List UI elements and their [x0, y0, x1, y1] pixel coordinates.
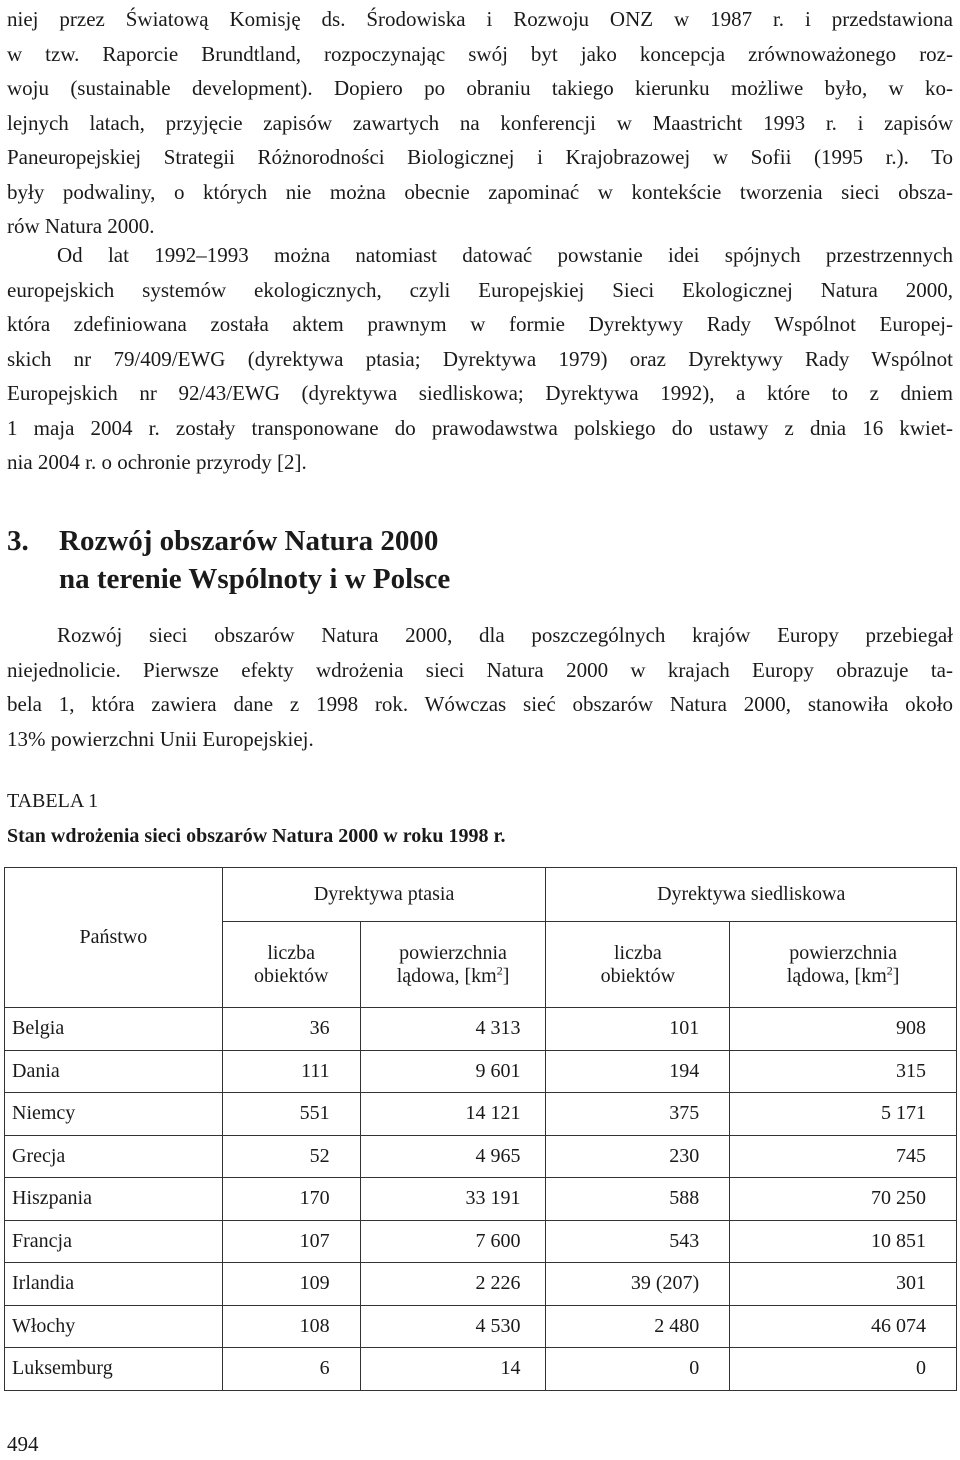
cell-country: Luksemburg [5, 1348, 223, 1391]
cell-value: 551 [222, 1093, 360, 1136]
table-row [5, 1263, 957, 1306]
cell-value: 170 [222, 1178, 360, 1221]
paragraph-intro [7, 2, 953, 244]
table-row [5, 1135, 957, 1178]
cell-value: 111 [222, 1050, 360, 1093]
text-line: Paneuropejskiej Strategii Różnorodności Biologicznej i Krajobrazowej w Sofii (1995 r.). To [7, 145, 953, 169]
text-line: nia 2004 r. o ochronie przyrody [2]. [7, 450, 307, 474]
cell-value: 14 121 [360, 1093, 546, 1136]
text-line: europejskich systemów ekologicznych, czyli Europejskiej Sieci Ekologicznej Natura 2000, [7, 277, 953, 302]
cell-value: 108 [222, 1305, 360, 1348]
header-area: powierzchnia lądowa, $[km^2]$ [360, 922, 546, 1008]
header-count: liczba obiektów [222, 922, 360, 1008]
section-number: 3. [7, 525, 29, 557]
section-title-line2: na terenie Wspólnoty i w Polsce [59, 563, 451, 595]
cell-value: 9 601 [360, 1050, 546, 1093]
cell-country: Francja [5, 1220, 223, 1263]
text-line: Od lat 1992–1993 można natomiast datować powstanie idei spójnych przestrzennych [57, 243, 953, 267]
cell-value: 10 851 [730, 1220, 957, 1263]
page-number: 494 [7, 1432, 39, 1456]
text-line: bela 1, która zawiera dane z 1998 rok. Wówczas sieć obszarów Natura 2000, stanowiła około [7, 692, 953, 716]
text-line: lejnych latach, przyjęcie zapisów zawartych na konferencji w Maastricht 1993 r. i zapisów [7, 110, 953, 135]
text-line: były podwaliny, o których nie można obecnie zapominać w kontekście tworzenia sieci obsza- [7, 179, 953, 204]
table-title: Stan wdrożenia sieci obszarów Natura 2000 w roku 1998 r. [7, 825, 506, 847]
table-row [5, 1008, 957, 1051]
cell-value: 52 [222, 1135, 360, 1178]
cell-value: 2 226 [360, 1263, 546, 1306]
cell-value: 230 [546, 1135, 730, 1178]
table-row [5, 1305, 957, 1348]
cell-country: Hiszpania [5, 1178, 223, 1221]
header-country: Państwo [5, 868, 223, 1008]
section-title-line1: Rozwój obszarów Natura 2000 [59, 525, 439, 557]
cell-value: 2 480 [546, 1305, 730, 1348]
cell-value: 4 313 [360, 1008, 546, 1051]
header-count: liczba obiektów [546, 922, 730, 1008]
text-line: skich nr 79/409/EWG (dyrektywa ptasia; Dyrektywa 1979) oraz Dyrektywy Rady Wspólnot [7, 346, 953, 371]
cell-value: 0 [546, 1348, 730, 1391]
cell-value: 301 [730, 1263, 957, 1306]
table-row [5, 1348, 957, 1391]
text-line: 1 maja 2004 r. zostały transponowane do prawodawstwa polskiego do ustawy z dnia 16 kwiet- [7, 415, 953, 440]
cell-value: 14 [360, 1348, 546, 1391]
table-row [5, 1093, 957, 1136]
cell-value: 315 [730, 1050, 957, 1093]
natura-table [4, 867, 957, 1391]
header-birds-directive: Dyrektywa ptasia [222, 868, 546, 922]
text-line: niejednolicie. Pierwsze efekty wdrożenia sieci Natura 2000 w krajach Europy obrazuje ta- [7, 657, 953, 682]
cell-country: Grecja [5, 1135, 223, 1178]
cell-value: 745 [730, 1135, 957, 1178]
text-line: w tzw. Raporcie Brundtland, rozpoczynając swój byt jako koncepcja zrównoważonego roz- [7, 41, 953, 66]
cell-value: 5 171 [730, 1093, 957, 1136]
cell-country: Belgia [5, 1008, 223, 1051]
cell-value: 375 [546, 1093, 730, 1136]
cell-value: 4 530 [360, 1305, 546, 1348]
text-line: rów Natura 2000. [7, 214, 155, 238]
cell-country: Dania [5, 1050, 223, 1093]
cell-value: 4 965 [360, 1135, 546, 1178]
cell-country: Włochy [5, 1305, 223, 1348]
paragraph-natura-origin [7, 238, 953, 480]
table-caption: TABELA 1 [7, 790, 99, 812]
header-area: powierzchnia lądowa, $[km^2]$ [730, 922, 957, 1008]
table-row [5, 1050, 957, 1093]
table-row [5, 1178, 957, 1221]
cell-country: Irlandia [5, 1263, 223, 1306]
cell-country: Niemcy [5, 1093, 223, 1136]
section-heading [7, 522, 450, 598]
paragraph-development [7, 618, 953, 756]
cell-value: 194 [546, 1050, 730, 1093]
cell-value: 6 [222, 1348, 360, 1391]
cell-value: 70 250 [730, 1178, 957, 1221]
cell-value: 908 [730, 1008, 957, 1051]
cell-value: 39 (207) [546, 1263, 730, 1306]
table-row [5, 1220, 957, 1263]
cell-value: 0 [730, 1348, 957, 1391]
cell-value: 109 [222, 1263, 360, 1306]
cell-value: 107 [222, 1220, 360, 1263]
text-line: Europejskich nr 92/43/EWG (dyrektywa siedliskowa; Dyrektywa 1992), a które to z dniem [7, 381, 953, 405]
cell-value: 36 [222, 1008, 360, 1051]
cell-value: 46 074 [730, 1305, 957, 1348]
text-line: 13% powierzchni Unii Europejskiej. [7, 726, 314, 751]
text-line: niej przez Światową Komisję ds. Środowiska i Rozwoju ONZ w 1987 r. i przedstawiona [7, 7, 953, 31]
cell-value: 7 600 [360, 1220, 546, 1263]
cell-value: 588 [546, 1178, 730, 1221]
header-habitats-directive: Dyrektywa siedliskowa [546, 868, 957, 922]
cell-value: 543 [546, 1220, 730, 1263]
text-line: woju (sustainable development). Dopiero po obraniu takiego kierunku możliwe było, w ko- [7, 76, 953, 100]
text-line: która zdefiniowana została aktem prawnym w formie Dyrektywy Rady Wspólnot Europej- [7, 312, 953, 336]
cell-value: 33 191 [360, 1178, 546, 1221]
cell-value: 101 [546, 1008, 730, 1051]
text-line: Rozwój sieci obszarów Natura 2000, dla poszczególnych krajów Europy przebiegał [57, 623, 953, 647]
